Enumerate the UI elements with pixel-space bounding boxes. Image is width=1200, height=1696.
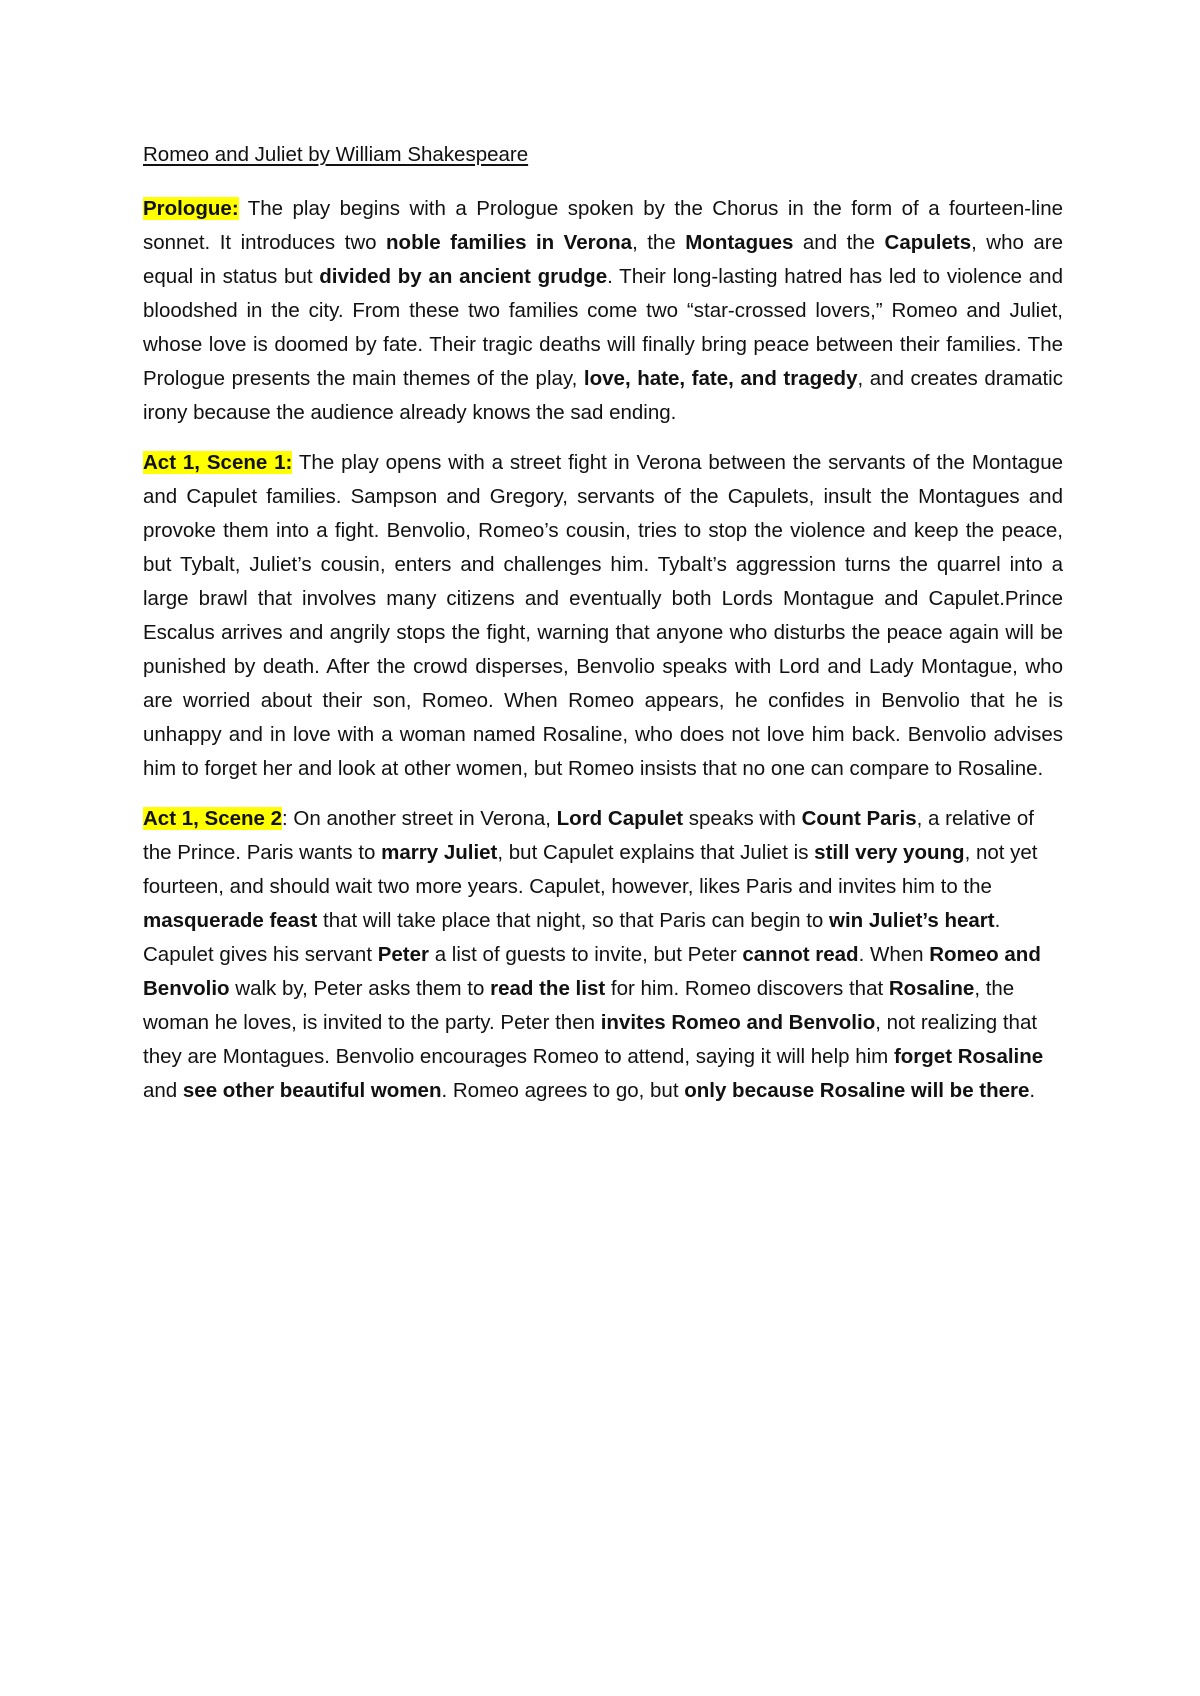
body-text: , not realizing that they are Montagues. Benvolio encourages Romeo to attend, saying it will help him bbox=[143, 1011, 1038, 1068]
paragraph bbox=[143, 192, 1063, 430]
section-heading: Prologue: bbox=[143, 197, 239, 220]
bold-text: Capulets bbox=[884, 231, 972, 254]
bold-text: marry Juliet bbox=[381, 841, 498, 864]
paragraph-list bbox=[143, 192, 1063, 1108]
body-text: , who are equal in status but bbox=[143, 231, 1064, 288]
bold-text: only because Rosaline will be there bbox=[684, 1079, 1030, 1102]
body-text: . bbox=[1029, 1079, 1036, 1102]
body-text: for him. Romeo discovers that bbox=[605, 977, 889, 1000]
body-text: , and creates dramatic irony because the audience already knows the sad ending. bbox=[143, 367, 1063, 424]
body-text: , the bbox=[632, 231, 686, 254]
body-text: walk by, Peter asks them to bbox=[229, 977, 491, 1000]
bold-text: forget Rosaline bbox=[893, 1045, 1044, 1068]
section-heading: Act 1, Scene 2 bbox=[143, 807, 283, 830]
bold-text: Romeo and Benvolio bbox=[143, 943, 1041, 1000]
bold-text: noble families in Verona bbox=[386, 231, 633, 254]
body-text: and the bbox=[793, 231, 885, 254]
document-body bbox=[143, 138, 1063, 1124]
bold-text: invites Romeo and Benvolio bbox=[600, 1011, 876, 1034]
bold-text: Count Paris bbox=[801, 807, 917, 830]
bold-text: Rosaline bbox=[888, 977, 975, 1000]
bold-text: Peter bbox=[377, 943, 430, 966]
paragraph bbox=[143, 446, 1063, 786]
body-text: . Romeo agrees to go, but bbox=[441, 1079, 685, 1102]
body-text: a list of guests to invite, but Peter bbox=[429, 943, 743, 966]
bold-text: Lord Capulet bbox=[556, 807, 684, 830]
body-text: that will take place that night, so that Paris can begin to bbox=[317, 909, 830, 932]
bold-text: see other beautiful women bbox=[182, 1079, 442, 1102]
body-text: and bbox=[143, 1079, 183, 1102]
document-title: Romeo and Juliet by William Shakespeare bbox=[143, 143, 529, 166]
bold-text: read the list bbox=[490, 977, 606, 1000]
body-text: , a relative of the Prince. Paris wants to bbox=[143, 807, 1034, 864]
bold-text: still very young bbox=[814, 841, 965, 864]
section-heading: Act 1, Scene 1: bbox=[143, 451, 293, 474]
paragraph bbox=[143, 802, 1063, 1108]
bold-text: divided by an ancient grudge bbox=[319, 265, 608, 288]
body-text: The play opens with a street fight in Verona between the servants of the Montague and Capulet families. Sampson and Gregory, servants of the Capulets, insult the Montagues and provoke them into a fight. Benvolio, Romeo’s cousin, tries to stop the violence and keep the peace, but Tybalt, Juliet’s cousin, enters and challenges him. Tybalt’s aggression turns the quarrel into a large brawl that involves many citizens and eventually both Lords Montague and Capulet.Prince Escalus arrives and angrily stops the fight, warning that anyone who disturbs the peace again will be punished by death. After the crowd disperses, Benvolio speaks with Lord and Lady Montague, who are worried about their son, Romeo. When Romeo appears, he confides in Benvolio that he is unhappy and in love with a woman named Rosaline, who does not love him back. Benvolio advises him to forget her and look at other women, but Romeo insists that no one can compare to Rosaline. bbox=[143, 451, 1064, 780]
bold-text: win Juliet’s heart bbox=[829, 909, 995, 932]
bold-text: Montagues bbox=[685, 231, 794, 254]
body-text: The play begins with a Prologue spoken by the Chorus in the form of a fourteen-line sonnet. It introduces two bbox=[143, 197, 1063, 254]
body-text: . Their long-lasting hatred has led to violence and bloodshed in the city. From these two families come two “star-crossed lovers,” Romeo and Juliet, whose love is doomed by fate. Their tragic deaths will finally bring peace between their families. The Prologue presents the main themes of the play, bbox=[143, 265, 1063, 390]
body-text: . Capulet gives his servant bbox=[143, 909, 1001, 966]
body-text: , not yet fourteen, and should wait two more years. Capulet, however, likes Paris and invites him to the bbox=[143, 841, 1038, 898]
body-text: : On another street in Verona, bbox=[282, 807, 557, 830]
body-text: speaks with bbox=[683, 807, 802, 830]
bold-text: love, hate, fate, and tragedy bbox=[583, 367, 858, 390]
body-text: . When bbox=[858, 943, 930, 966]
body-text: , the woman he loves, is invited to the party. Peter then bbox=[143, 977, 1015, 1034]
body-text: , but Capulet explains that Juliet is bbox=[497, 841, 815, 864]
bold-text: masquerade feast bbox=[143, 909, 318, 932]
bold-text: cannot read bbox=[742, 943, 859, 966]
